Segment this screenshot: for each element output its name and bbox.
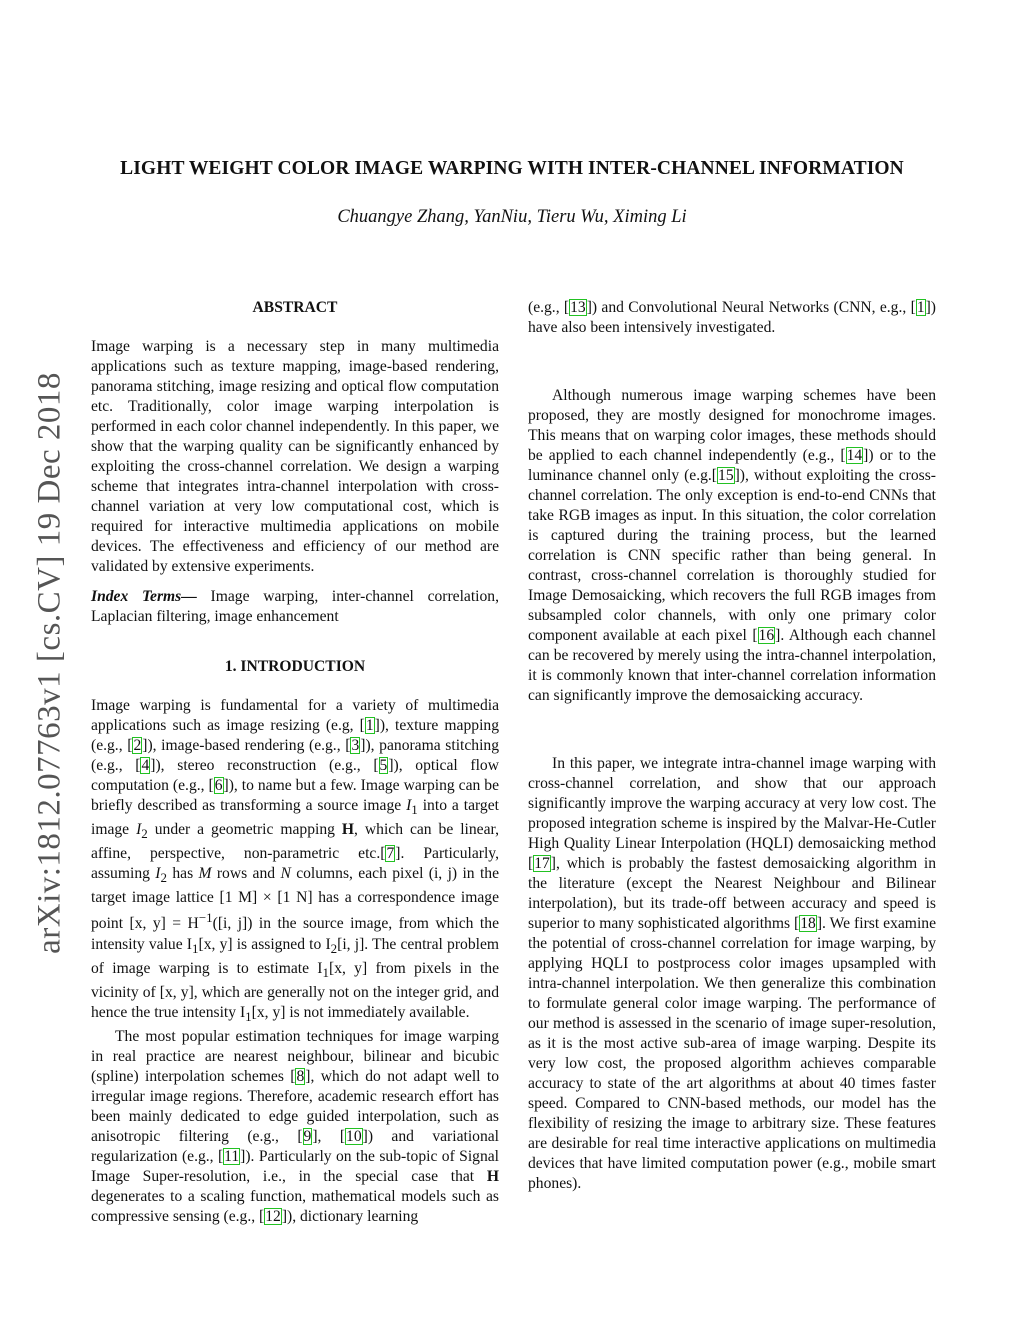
- citation-link[interactable]: 1: [916, 299, 925, 316]
- citation-link[interactable]: 8: [296, 1067, 305, 1085]
- citation-link[interactable]: 18: [800, 915, 816, 932]
- abstract-text: Image warping is a necessary step in many multimedia applications such as texture mapping, image-based rendering, panorama stitching, image resizing and optical flow computation etc. Traditionally, color image warping interpolation is performed in each color channel independently. In this paper, we show that the warping quality can be significantly enhanced by exploiting the cross-channel correlation. We design a warping scheme that integrates intra-channel interpolation with cross-channel variation at very low computational cost, which is required for interactive multimedia applications on mobile devices. The effectiveness and efficiency of our method are validated by extensive experiments.: [91, 338, 499, 575]
- citation-link[interactable]: 11: [224, 1147, 240, 1165]
- right-paragraph-2: In this paper, we integrate intra-channel image warping with cross-channel correlation, and show that our approach significantly improve the warping accuracy at very low cost. The proposed integration scheme is inspired by the Malvar-He-Cutler High Quality Linear Interpolation (HQLI) demosaicking method [17], which is probably the fastest demosaicking algorithm in the literature (except the Nearest Neighbour and Bilinear interpolation), but its trade-off between accuracy and speed is superior to many sophisticated algorithms [18]. We first examine the potential of cross-channel correlation for image warping, by applying HQLI to postprocess color images upsampled with intra-channel interpolation. We then generalize this combination to formulate general color image warping. The performance of our method is assessed in the scenario of image super-resolution, as it is the most active sub-area of image warping. Despite its very low cost, the proposed algorithm achieves comparable accuracy to state of the art algorithms at about 40 times faster speed. Compared to CNN-based methods, our model has the flexibility of resizing the image to arbitrary size. These features are desirable for real time interactive applications on multimedia devices that have limited computation power (e.g., mobile smart phones).: [528, 755, 936, 1192]
- intro-heading: 1. INTRODUCTION: [224, 658, 366, 675]
- right-paragraph-1: Although numerous image warping schemes have been proposed, they are mostly designed for monochrome images. This means that on warping color images, these methods should be applied to each channel independently (e.g., [14]) or to the luminance channel only (e.g.[15]), without exploiting the cross-channel correlation. The only exception is end-to-end CNNs that take RGB images as input. In this situation, the color correlation is captured during the training process, but the learned correlation is CNN specific rather than being general. In contrast, cross-channel correlation is thoroughly studied for Image Demosaicking, which recovers the full RGB images from subsampled color channels, with only one primary color component available at each pixel [16]. Although each channel can be recovered by merely using the intra-channel interpolation, it is commonly known that inter-channel correlation information can significantly improve the demosaicking accuracy.: [528, 387, 936, 704]
- citation-link[interactable]: 1: [365, 717, 374, 734]
- paper-authors: Chuangye Zhang, YanNiu, Tieru Wu, Ximing Li: [337, 207, 687, 227]
- citation-link[interactable]: 7: [386, 845, 395, 863]
- arxiv-stamp: arXiv:1812.07763v1 [cs.CV] 19 Dec 2018: [31, 372, 68, 954]
- citation-link[interactable]: 13: [570, 299, 586, 316]
- citation-link[interactable]: 9: [303, 1127, 312, 1145]
- intro-paragraph-1: Image warping is fundamental for a variety of multimedia applications such as image resizing (e.g, [1]), texture mapping (e.g., [2]), image-based rendering (e.g., [3]), panorama stitching (e.g., [4]), stereo reconstruction (e.g., [5]), optical flow computation (e.g., [6]), to name but a few. Image warping can be briefly described as transforming a source image $I_1$ into a target image $I_2$ under a geometric mapping H, which can be linear, affine, perspective, non-parametric etc.[7]. Particularly, assuming $I_2$ has M rows and N columns, each pixel (i, j) in the target image lattice [1 M] × [1 N] has a correspondence image point [x, $y] = H^{-1}([i$, j]) in the source image, from which the intensity value $I_1[x$, y] is assigned to $I_2[i$, j]. The central problem of image warping is to estimate $I_1[x$, y] from pixels in the vicinity of [x, y], which are generally not on the integer grid, and hence the true intensity $I_1[x$, y] is not immediately available.: [91, 697, 500, 1024]
- left-column: [91, 298, 499, 1227]
- citation-link[interactable]: 4: [141, 757, 150, 774]
- right-column: [528, 298, 936, 1194]
- index-terms: [91, 587, 499, 627]
- citation-link[interactable]: 12: [265, 1207, 281, 1225]
- index-terms-label: Index Terms—: [91, 588, 197, 605]
- citation-link[interactable]: 16: [758, 627, 775, 644]
- paper-title: LIGHT WEIGHT COLOR IMAGE WARPING WITH INTER-CHANNEL INFORMATION: [120, 158, 904, 179]
- citation-link[interactable]: 10: [346, 1127, 362, 1145]
- citation-link[interactable]: 15: [718, 467, 734, 484]
- citation-link[interactable]: 3: [351, 737, 360, 754]
- right-paragraph-0: (e.g., [13]) and Convolutional Neural Networks (CNN, e.g., [1]) have also been intensively investigated.: [528, 299, 936, 336]
- citation-link[interactable]: 5: [379, 757, 388, 774]
- intro-paragraph-2: The most popular estimation techniques for image warping in real practice are nearest neighbour, bilinear and bicubic (spline) interpolation schemes [8], which do not adapt well to irregular image regions. Therefore, academic research effort has been mainly dedicated to edge guided interpolation, such as anisotropic filtering (e.g., [9], [10]) and variational regularization (e.g., [11]). Particularly on the sub-topic of Signal Image Super-resolution, i.e., in the special case that H degenerates to a scaling function, mathematical models such as compressive sensing (e.g., [12]), dictionary learning: [91, 1027, 500, 1225]
- citation-link[interactable]: 17: [534, 855, 550, 872]
- index-terms-text: Image warping, inter-channel correlation, Laplacian filtering, image enhancement: [91, 588, 499, 625]
- citation-link[interactable]: 14: [846, 447, 863, 464]
- abstract-heading: ABSTRACT: [252, 299, 338, 316]
- citation-link[interactable]: 2: [133, 737, 142, 754]
- citation-link[interactable]: 6: [214, 777, 223, 794]
